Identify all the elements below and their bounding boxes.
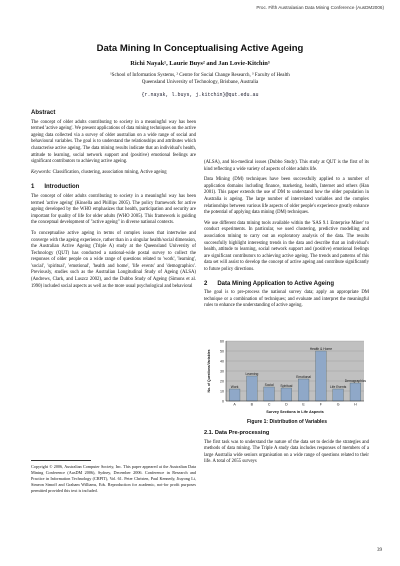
intro-paragraph-1: The concept of older adults contributing to society in a meaningful way has been termed 'active ageing' (Kinsella and Phillips 2005). The policy framework for active ageing developed by the WHO emphasizes that health, participation and security are important for quality of life for older adults (WHO 2005). This framework is guiding the conceptual development of "active ageing" in diverse national contexts. [31,193,196,226]
intro-paragraph-2: To conceptualise active ageing in terms of complex issues that intertwine and converge with the ageing experience, rather than in a singular health/social dimension, the Australian Active Ageing (Triple A) study at the Queensland University of Technology (QUT) has conducted a national-wide postal survey to collect the responses of older people on a wide range of questions related to 'work', 'learning', 'social', 'spiritual', 'emotional', 'health and home', 'life events' and 'demographics'. Previously, studies such as the Australian Longitudinal Study of Ageing (ALSA) (Andrews, Clark, and Luszcz 2002), and the Dubbo Study of Ageing (Simons et al. 1990) included social aspects as well as the more usual psychological and behavioral [31,230,196,289]
right-column [204,160,369,310]
bar [264,387,275,401]
bar [247,376,258,401]
bar-label: Work [230,384,239,389]
right-column-lower [204,430,369,466]
x-tick-label: H [354,402,357,407]
keywords-text: Classification, clustering, association mining, Active ageing [52,169,167,175]
section-2-heading: 2 Data Mining Application to Active Ageing [204,280,335,287]
bar-label: Health & Home [309,346,333,351]
figure-1 [204,337,370,415]
bar [298,379,309,401]
x-tick-label: E [302,402,305,407]
running-header: Proc. Fifth Australasian Data Mining Conference (AusDM2006) [256,5,384,10]
y-tick-label: 10 [220,389,224,394]
affiliation-line-2: Queensland University of Technology, Brisbane, Australia [141,79,259,85]
distribution-bar-chart [204,337,370,415]
section-2-paragraph: The goal is to pre-process the national survey data; apply an appropriate DM technique or a combination of techniques; and evaluate and interpret the meaningful rules to enhance the understanding of active ageing. [204,290,369,309]
x-tick-label: A [233,402,236,407]
page-number: 39 [377,548,382,553]
y-axis-label: No. of Questions/Variables [207,349,211,393]
y-tick-label: 50 [220,349,224,354]
subsection-2-1-paragraph: The first task was to understand the nature of the data set to decide the strategies and methods of data mining. The Triple A study data includes responses of members of a large Australia wide seniors organisation on a wide range of questions related to their life. A total of 2655 surveys [204,439,369,465]
y-tick-label: 40 [220,359,224,364]
bar-label: Spiritual [280,383,293,388]
x-tick-label: C [267,402,271,407]
y-tick-label: 60 [220,339,224,344]
bar [281,388,292,401]
x-tick-label: F [319,402,322,407]
bar-label: Emotional [296,374,311,379]
right-paragraph-1: Data Mining (DM) techniques have been successfully applied to a number of application domains including finance, marketing, health, Internet and others (Han 2001). This paper extends the use of DM to understand how the older population in Australia is ageing. The large number of interrelated variables and the complex relationships between various life aspects of older people's experience greatly enhance the potential of applying data mining (DM) techniques. [204,177,369,216]
y-tick-label: 30 [220,369,224,374]
y-tick-label: 0 [222,399,224,404]
keywords-label: Keywords: [31,169,52,175]
bar-label: Life Events [329,384,347,389]
bar [229,389,240,401]
subsection-2-1-heading: 2.1. Data Pre-processing [204,430,270,436]
bar-label: Social [264,382,274,387]
author-emails: {r.nayak, l.buys, j.kitchin}@qut.edu.au [141,92,259,98]
y-tick-label: 20 [220,379,224,384]
authors: Richi Nayak¹, Laurie Buys² and Jan Lovie-Kitchin³ [130,60,270,67]
x-axis-label: Survey Sections in Life Aspects [266,410,324,414]
affiliation-line-1: ¹School of Information Systems, ² Centre for Social Change Research, ³ Faculty of Health [110,73,290,78]
bar [333,389,344,401]
bar-label: Demographics [344,378,367,383]
figure-1-caption: Figure 1: Distribution of Variables [246,419,327,425]
intro-heading: 1 Introduction [31,184,80,191]
keywords [31,170,196,177]
x-tick-label: B [250,402,254,407]
bar-label: Learning [245,371,259,376]
left-column [31,110,196,290]
paper-title: Data Mining In Conceptualising Active Ageing [96,43,304,54]
footnote-rule [31,460,91,461]
abstract-heading: Abstract [31,110,56,116]
bar [316,351,327,401]
abstract-text: The concept of older adults contributing to society in a meaningful way has been termed 'active ageing'. We present applications of data mining techniques on the active ageing data collected via a survey of older australian on a wide range of social and behavioural variables. The goal is to understand the relationships and attributes which characterise active ageing. The data mining results indicate that an individual's health, attitude to learning, social network support and (positive) emotional feelings are significant contributors to achieving active ageing. [31,119,196,165]
right-paragraph-2: We use different data mining tools available within the 'SAS 9.1 Enterprise Miner' to conduct experiments. In particular, we used clustering, predictive modelling and association mining to carry out an exploratory analysis of the data. The results successfully highlight interesting trends in the data and describe that an individual's health, attitude to learning, social network support and (positive) emotional feelings are significant contributors to achieving active ageing. The trends and patterns of this data set will assist to develop the concept of active ageing and contribute significantly to future policy directions. [204,220,369,272]
copyright-notice: Copyright © 2006, Australian Computer Society, Inc. This paper appeared at the Australian Data Mining Conference (AusDM 2006), Sydney, December 2006. Conference in Research and Practice in Information Technology (CRPIT), Vol. 61. Peter Christen, Paul Kennedy, Jiuyong Li, Simeon Simoff and Graham Williams, Eds. Reproduction for academic, not-for profit purposes permitted provided this text is included. [31,464,196,494]
x-tick-label: G [336,402,340,407]
right-paragraph-0: (ALSA), and bio-medical issues (Dubbo Study). This study at QUT is the first of its kind reflecting a wide variety of aspects of older adults life. [204,160,369,172]
x-tick-label: D [285,402,288,407]
bar [350,383,361,401]
affiliations [40,73,360,86]
